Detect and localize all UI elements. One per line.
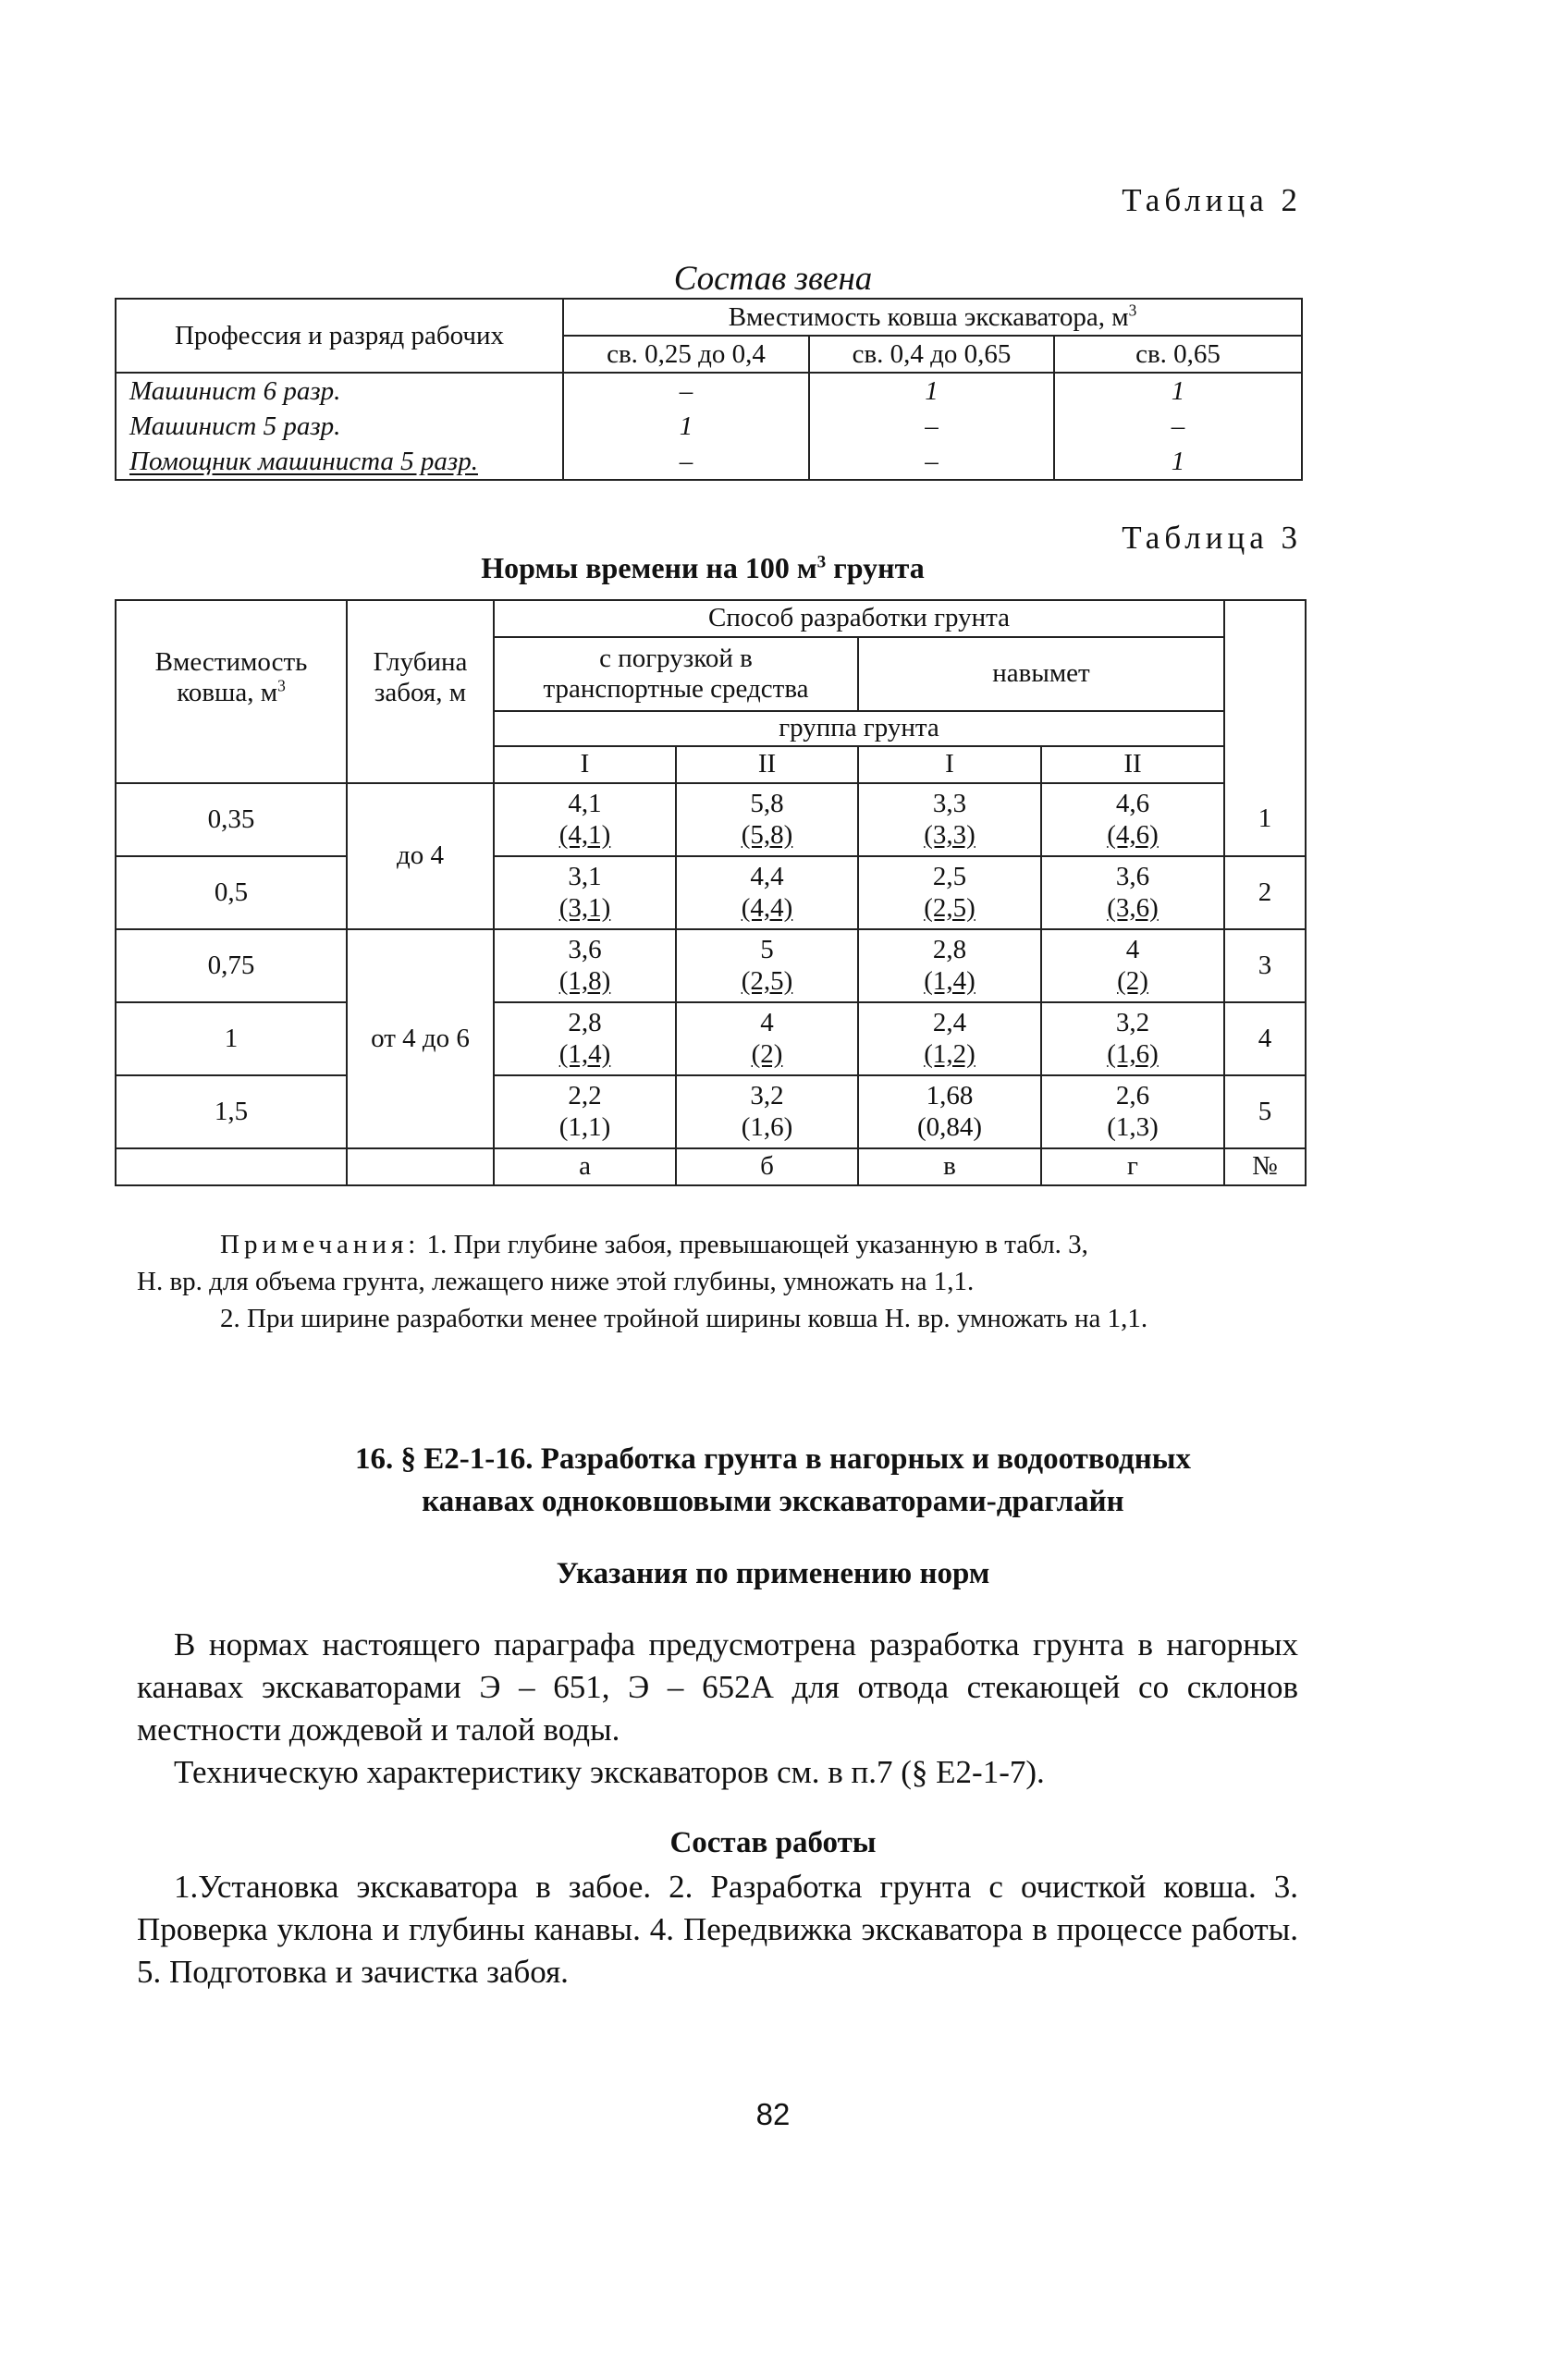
value-cell: 2,8 (1,4) [494, 1002, 676, 1075]
group-label: I [494, 746, 676, 783]
group-label: II [1041, 746, 1224, 783]
table-row [116, 783, 1306, 856]
row-number: 4 [1224, 1002, 1306, 1075]
capacity-cell: 0,35 [116, 783, 347, 856]
row-number: 2 [1224, 856, 1306, 929]
profession-cell: Помощник машиниста 5 разр. [116, 444, 563, 480]
profession-cell: Машинист 5 разр. [116, 409, 563, 444]
value-cell: – [1054, 409, 1302, 444]
value-cell: – [809, 444, 1054, 480]
column-letter: а [494, 1148, 676, 1185]
value-cell: 1 [563, 409, 809, 444]
depth-cell: от 4 до 6 [347, 929, 494, 1148]
table-row [116, 373, 1302, 409]
row-number: 1 [1224, 783, 1306, 856]
throw-header: навымет [858, 637, 1224, 711]
column-letter: в [858, 1148, 1041, 1185]
value-cell: 2,6 (1,3) [1041, 1075, 1224, 1148]
depth-header: Глубина забоя, м [347, 600, 494, 783]
value-cell: 5,8 (5,8) [676, 783, 858, 856]
capacity-header: Вместимость ковша экскаватора, $м^3$ [563, 299, 1302, 336]
value-cell: 4,6 (4,6) [1041, 783, 1224, 856]
table-row [116, 409, 1302, 444]
capacity-col-2: св. 0,4 до 0,65 [809, 336, 1054, 373]
value-cell: 4,1 (4,1) [494, 783, 676, 856]
number-header [1224, 600, 1306, 783]
depth-cell: до 4 [347, 783, 494, 929]
table2-title: Состав звена [673, 260, 873, 298]
letters-row-blank [347, 1148, 494, 1185]
table-row [116, 444, 1302, 480]
value-cell: 1 [1054, 373, 1302, 409]
value-cell: 5 (2,5) [676, 929, 858, 1002]
table3-title: Нормы времени на 100 $м^3$ грунта [481, 551, 925, 584]
value-cell: – [809, 409, 1054, 444]
column-letter: г [1041, 1148, 1224, 1185]
notes-line1 [220, 1226, 1330, 1263]
section-heading-line2: канавах одноковшовыми экскаваторами-драглайн [422, 1485, 1124, 1518]
table-row [116, 856, 1306, 929]
capacity-cell: 1,5 [116, 1075, 347, 1148]
value-cell: 1 [809, 373, 1054, 409]
capacity-cell: 0,5 [116, 856, 347, 929]
row-number: 5 [1224, 1075, 1306, 1148]
value-cell: 3,2 (1,6) [1041, 1002, 1224, 1075]
table3-caption: Таблица 3 [1122, 520, 1302, 556]
time-norms-table [115, 599, 1307, 1186]
table-row [116, 929, 1306, 1002]
capacity-cell: 0,75 [116, 929, 347, 1002]
value-cell: – [563, 444, 809, 480]
letters-row-blank [116, 1148, 347, 1185]
value-cell: 4,4 (4,4) [676, 856, 858, 929]
group-label: I [858, 746, 1041, 783]
note2: 2. При ширине разработки менее тройной ширины ковша Н. вр. умножать на 1,1. [220, 1304, 1148, 1333]
group-label: II [676, 746, 858, 783]
table-row [116, 1002, 1306, 1075]
value-cell: 3,6 (3,6) [1041, 856, 1224, 929]
note1-part1: 1. При глубине забоя, превышающей указанную в табл. 3, [426, 1230, 1088, 1259]
work-text: 1.Установка экскаватора в забое. 2. Разработка грунта с очисткой ковша. 3. Проверка уклона и глубины канавы. 4. Передвижка экскаватора в процессе работы. 5. Подготовка и зачистка забоя. [137, 1869, 1298, 1990]
capacity-header: Вместимость ковша, $м^3$ [116, 600, 347, 783]
paragraph2: Техническую характеристику экскаваторов см. в п.7 (§ Е2-1-7). [174, 1754, 1045, 1790]
work-heading: Состав работы [669, 1826, 877, 1859]
number-sign: № [1224, 1148, 1306, 1185]
group-header: группа грунта [494, 711, 1224, 746]
subheading: Указания по применению норм [556, 1557, 990, 1590]
section-heading-line1: 16. § Е2-1-16. Разработка грунта в нагорных и водоотводных [354, 1442, 1192, 1476]
capacity-cell: 1 [116, 1002, 347, 1075]
value-cell: 4 (2) [1041, 929, 1224, 1002]
value-cell: – [563, 373, 809, 409]
value-cell: 1 [1054, 444, 1302, 480]
profession-cell: Машинист 6 разр. [116, 373, 563, 409]
note1-part2: Н. вр. для объема грунта, лежащего ниже этой глубины, умножать на 1,1. [137, 1267, 975, 1296]
value-cell: 3,2 (1,6) [676, 1075, 858, 1148]
value-cell: 4 (2) [676, 1002, 858, 1075]
loading-header: с погрузкой в транспортные средства [494, 637, 858, 711]
value-cell: 2,5 (2,5) [858, 856, 1041, 929]
value-cell: 1,68 (0,84) [858, 1075, 1041, 1148]
crew-composition-table [115, 298, 1303, 481]
notes-label: Примечания: [220, 1230, 421, 1259]
value-cell: 2,8 (1,4) [858, 929, 1041, 1002]
capacity-col-1: св. 0,25 до 0,4 [563, 336, 809, 373]
value-cell: 2,4 (1,2) [858, 1002, 1041, 1075]
page-number: 82 [755, 2097, 791, 2131]
table2-caption: Таблица 2 [1122, 182, 1302, 218]
paragraph1: В нормах настоящего параграфа предусмотрена разработка грунта в нагорных канавах экскаваторами Э – 651, Э – 652А для отвода стекающей со склонов местности дождевой и талой воды. [137, 1626, 1298, 1748]
table-row [116, 1075, 1306, 1148]
row-number: 3 [1224, 929, 1306, 1002]
value-cell: 3,1 (3,1) [494, 856, 676, 929]
profession-header: Профессия и разряд рабочих [116, 299, 563, 373]
value-cell: 2,2 (1,1) [494, 1075, 676, 1148]
capacity-col-3: св. 0,65 [1054, 336, 1302, 373]
value-cell: 3,3 (3,3) [858, 783, 1041, 856]
method-header: Способ разработки грунта [494, 600, 1224, 637]
value-cell: 3,6 (1,8) [494, 929, 676, 1002]
column-letter: б [676, 1148, 858, 1185]
